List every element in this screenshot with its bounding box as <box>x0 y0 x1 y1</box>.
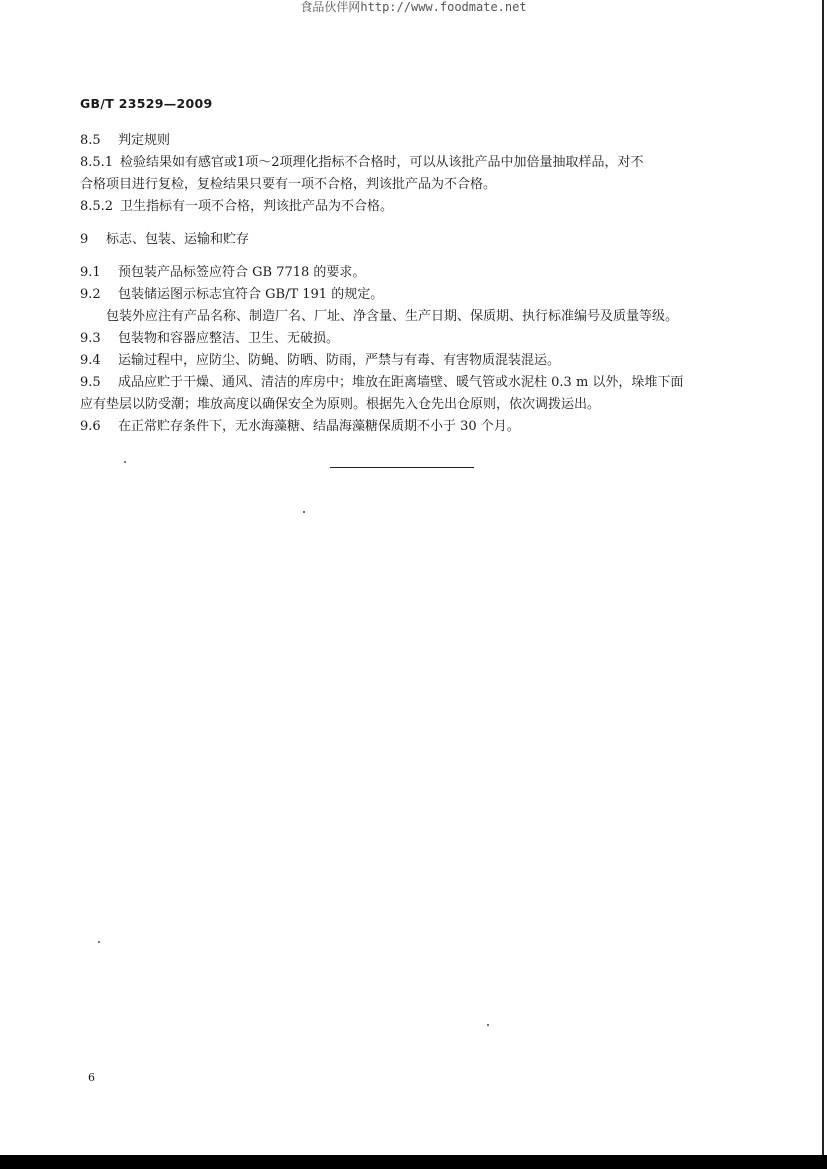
clause-text: 判定规则 <box>118 133 171 148</box>
clause-9-4 <box>80 350 730 372</box>
clause-8-5-1-continued: 合格项目进行复检，复检结果只要有一项不合格，判该批产品为不合格。 <box>80 177 497 192</box>
clause-9-5-continued: 应有垫层以防受潮；堆放高度以确保安全为原则。根据先入仓先出仓原则，依次调拨运出。 <box>80 397 601 412</box>
clause-number: 9.1 <box>80 265 101 280</box>
clause-9-2-continued: 包装外应注有产品名称、制造厂名、厂址、净含量、生产日期、保质期、执行标准编号及质量等级。 <box>106 309 679 324</box>
clause-number: 8.5.2 <box>80 199 114 214</box>
scan-edge-line <box>822 0 824 1155</box>
section-9-heading <box>80 229 730 251</box>
page-number: 6 <box>88 1071 95 1084</box>
scan-speck <box>98 941 100 943</box>
clause-number: 9.5 <box>80 375 101 390</box>
clause-number: 8.5 <box>80 133 101 148</box>
clause-9-1 <box>80 262 730 284</box>
document-body <box>80 130 730 438</box>
clause-8-5 <box>80 130 730 152</box>
clause-text: 卫生指标有一项不合格，判该批产品为不合格。 <box>120 199 394 214</box>
clause-9-5 <box>80 372 730 394</box>
standard-number: GB/T 23529—2009 <box>80 96 213 111</box>
clause-text: 包装储运图示标志宜符合 GB/T 191 的规定。 <box>118 287 384 302</box>
section-number: 9 <box>80 232 89 247</box>
clause-text: 成品应贮于干燥、通风、清洁的库房中；堆放在距离墙壁、暖气管或水泥柱 0.3 m 以外，垛堆下面 <box>118 375 684 390</box>
clause-text: 运输过程中，应防尘、防蝇、防晒、防雨，严禁与有毒、有害物质混装混运。 <box>118 353 561 368</box>
clause-number: 9.4 <box>80 353 101 368</box>
clause-number: 8.5.1 <box>80 155 114 170</box>
scan-speck <box>487 1024 489 1026</box>
scan-speck <box>124 461 126 463</box>
watermark: 食品伙伴网http://www.foodmate.net <box>300 0 527 14</box>
clause-text: 预包装产品标签应符合 GB 7718 的要求。 <box>118 265 366 280</box>
clause-9-2 <box>80 284 730 306</box>
clause-text: 检验结果如有感官或1项～2项理化指标不合格时，可以从该批产品中加倍量抽取样品，对不 <box>120 155 644 170</box>
clause-number: 9.6 <box>80 419 101 434</box>
clause-number: 9.2 <box>80 287 101 302</box>
section-title: 标志、包装、运输和贮存 <box>106 232 250 247</box>
clause-9-3 <box>80 328 730 350</box>
clause-text: 在正常贮存条件下，无水海藻糖、结晶海藻糖保质期不小于 30 个月。 <box>118 419 520 434</box>
clause-number: 9.3 <box>80 331 101 346</box>
clause-8-5-2 <box>80 196 730 218</box>
scan-bottom-border <box>0 1155 827 1169</box>
clause-8-5-1 <box>80 152 730 174</box>
end-of-standard-rule <box>330 467 474 468</box>
scan-speck <box>303 511 305 513</box>
clause-9-6 <box>80 416 730 438</box>
clause-text: 包装物和容器应整洁、卫生、无破损。 <box>118 331 340 346</box>
